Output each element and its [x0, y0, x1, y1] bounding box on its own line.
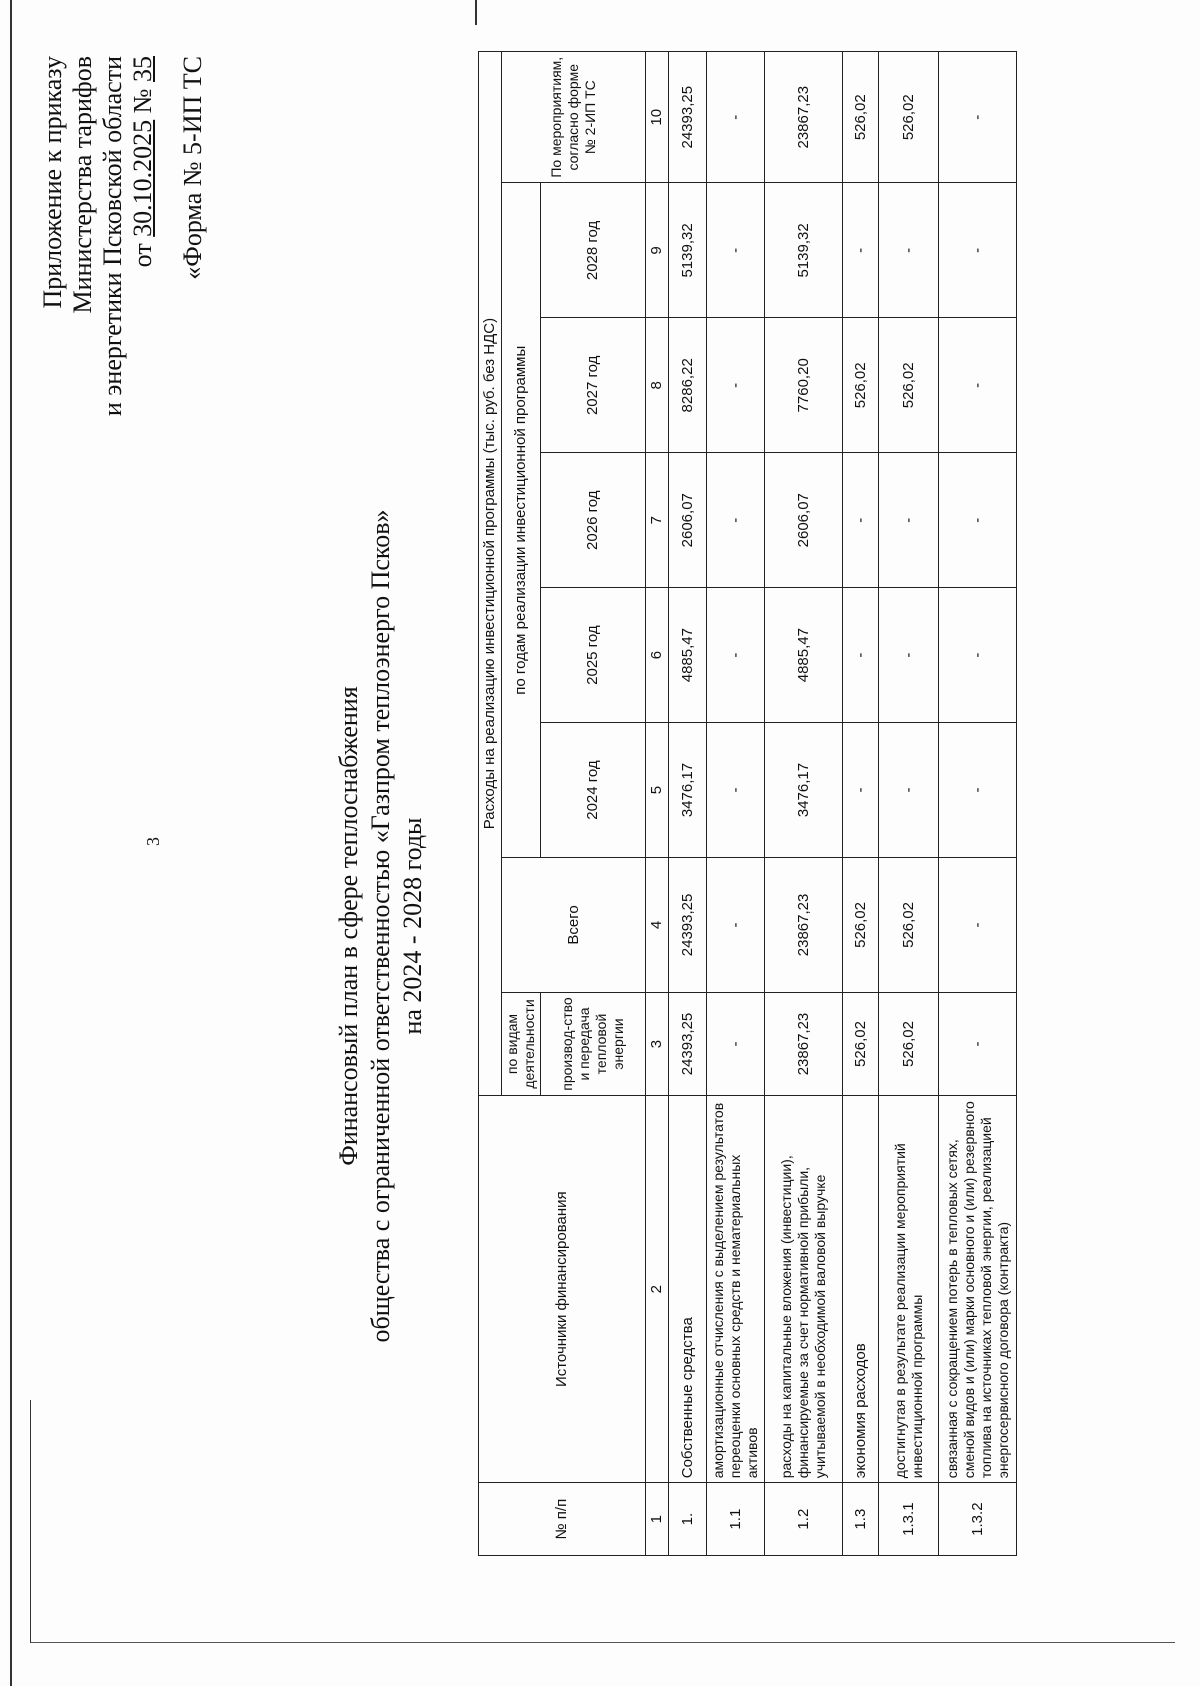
column-index-row: 1 2 3 4 5 6 7 8 9 10	[646, 52, 669, 1556]
title-line-1: Финансовый план в сфере теплоснабжения	[334, 686, 363, 1166]
header-year-2025: 2025 год	[541, 588, 646, 723]
appendix-line-3: и энергетики Псковской области	[98, 56, 127, 417]
table-row: 1.3.1 достигнутая в результате реализации мероприятий инвестиционной программы 526,02 526,02 - - - 526,02 - 526,02	[879, 52, 939, 1556]
header-by-years: по годам реализации инвестиционной программы	[502, 183, 541, 858]
table-row: 1.3.2 связанная с сокращением потерь в тепловых сетях, сменой видов и (или) марки основного и (или) резервного топлива на источниках тепловой энергии, реализацией энергосервисного договора (контракта) - - - - - - - -	[939, 52, 1017, 1556]
header-production: производ-ство и передача тепловой энергии	[541, 992, 646, 1095]
scan-edge-left	[10, 0, 12, 1686]
header-by-activity: по видам деятельности	[502, 992, 541, 1095]
title-line-3: на 2024 - 2028 годы	[398, 817, 427, 1035]
page-number: 3	[143, 837, 163, 846]
order-date: 30.10.2025	[128, 119, 157, 237]
header-expenses: Расходы на реализацию инвестиционной программы (тыс. руб. без НДС)	[479, 52, 502, 1096]
header-by-measures: По мероприятиям, согласно форме № 2-ИП ТС	[502, 52, 646, 183]
table-row: 1. Собственные средства 24393,25 24393,25 3476,17 4885,47 2606,07 8286,22 5139,32 24393,25	[669, 52, 707, 1556]
financial-plan-table	[478, 51, 1017, 1556]
header-num: № п/п	[479, 1483, 646, 1556]
header-source: Источники финансирования	[479, 1096, 646, 1483]
header-year-2027: 2027 год	[541, 318, 646, 453]
order-number: 35	[128, 56, 157, 82]
appendix-line-2: Министерства тарифов	[68, 56, 97, 314]
table-row: 1.3 экономия расходов 526,02 526,02 - - - 526,02 - 526,02	[843, 52, 879, 1556]
header-year-2024: 2024 год	[541, 723, 646, 858]
table-row: 1.1 амортизационные отчисления с выделением результатов переоценки основных средств и нематериальных активов - - - - - - - -	[707, 52, 765, 1556]
table-row: 1.2 расходы на капитальные вложения (инвестиции), финансируемые за счет нормативной прибыли, учитываемой в необходимой валовой выручке 23867,23 23867,23 3476,17 4885,47 2606,07 7760,20 5139,32 23867,23	[765, 52, 843, 1556]
header-total: Всего	[502, 857, 646, 992]
form-label: «Форма № 5-ИП ТС	[178, 56, 207, 280]
document-title	[333, 476, 429, 1376]
rotated-document	[28, 0, 1178, 1646]
appendix-line-4: от 30.10.2025 № 35	[128, 56, 157, 268]
appendix-line-1: Приложение к приказу	[38, 56, 67, 309]
title-line-2: общества с ограниченной ответственностью «Газпром теплоэнерго Псков»	[366, 509, 395, 1343]
header-year-2028: 2028 год	[541, 183, 646, 318]
header-year-2026: 2026 год	[541, 453, 646, 588]
appendix-header	[38, 56, 158, 556]
